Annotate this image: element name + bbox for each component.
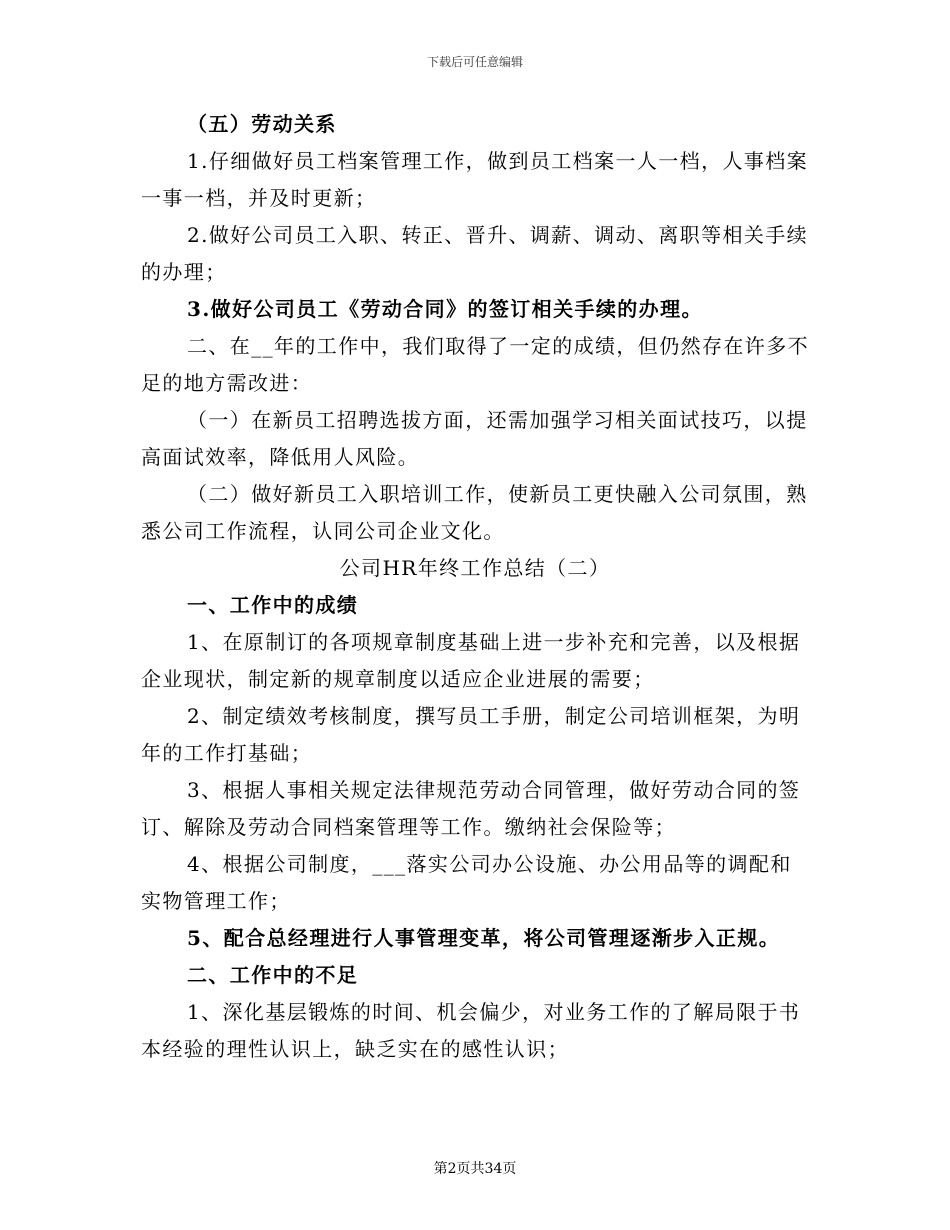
section-heading-labor-relations: （五）劳动关系 bbox=[187, 112, 337, 136]
paragraph: （二）做好新员工入职培训工作，使新员工更快融入公司氛围，熟悉公司工作流程，认同公司企业文化。 bbox=[141, 482, 808, 543]
paragraph-bold: 5、配合总经理进行人事管理变革，将公司管理逐渐步入正规。 bbox=[187, 926, 781, 950]
section-heading-achievements: 一、工作中的成绩 bbox=[187, 593, 359, 617]
page-number: 第2页共34页 bbox=[433, 1161, 517, 1177]
paragraph: 1、在原制订的各项规章制度基础上进一步补充和完善，以及根据企业现状，制定新的规章制度以适应企业进展的需要； bbox=[141, 630, 801, 691]
section-title: 公司HR年终工作总结（二） bbox=[339, 556, 611, 580]
paragraph: 2、制定绩效考核制度，撰写员工手册，制定公司培训框架，为明年的工作打基础； bbox=[141, 704, 801, 765]
paragraph: 二、在__年的工作中，我们取得了一定的成绩，但仍然存在许多不足的地方需改进： bbox=[141, 334, 809, 395]
header-note: 下载后可任意编辑 bbox=[426, 55, 523, 69]
paragraph: 3、根据人事相关规定法律规范劳动合同管理，做好劳动合同的签订、解除及劳动合同档案管理等工作。缴纳社会保险等； bbox=[141, 778, 801, 839]
paragraph: 2.做好公司员工入职、转正、晋升、调薪、调动、离职等相关手续的办理； bbox=[141, 223, 809, 284]
paragraph: 1.仔细做好员工档案管理工作，做到员工档案一人一档，人事档案一事一档，并及时更新； bbox=[141, 149, 809, 210]
paragraph: 1、深化基层锻炼的时间、机会偏少，对业务工作的了解局限于书本经验的理性认识上，缺乏实在的感性认识； bbox=[141, 1000, 801, 1061]
paragraph: 4、根据公司制度，___落实公司办公设施、办公用品等的调配和实物管理工作； bbox=[141, 852, 792, 913]
section-heading-shortcomings: 二、工作中的不足 bbox=[187, 963, 359, 987]
paragraph: （一）在新员工招聘选拔方面，还需加强学习相关面试技巧，以提高面试效率，降低用人风险。 bbox=[141, 408, 808, 469]
paragraph-bold: 3.做好公司员工《劳动合同》的签订相关手续的办理。 bbox=[187, 297, 703, 321]
document-body bbox=[141, 106, 809, 1068]
